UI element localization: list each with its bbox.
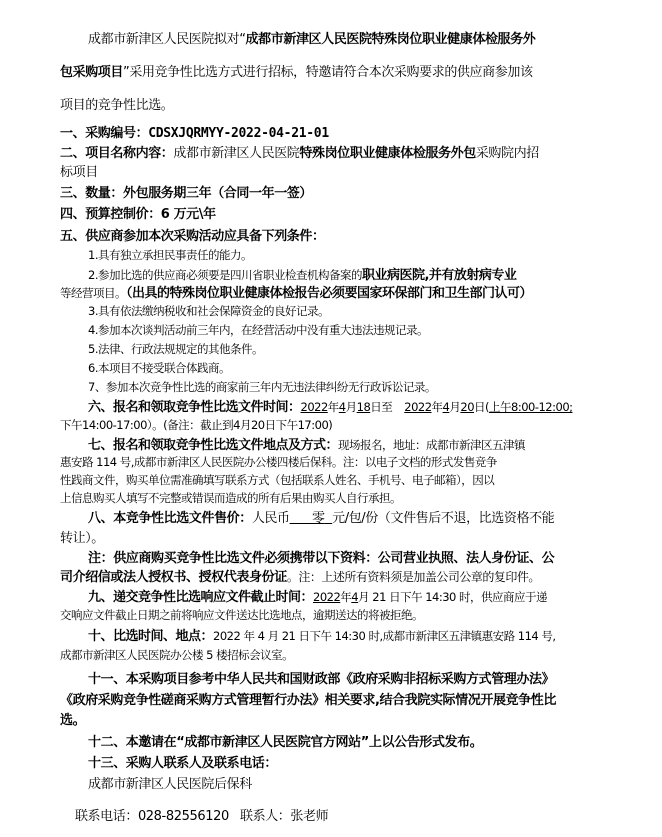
section-1-procurement-number: 一、采购编号：CDSXJQRMYY-2022-04-21-01 xyxy=(60,126,329,141)
section-10-time-place-cont: 成都市新津区人民医院办公楼 5 楼招标会议室。 xyxy=(60,648,294,662)
contact-unit: 成都市新津区人民医院后保科 xyxy=(88,777,252,792)
note-documents-line-1: 注：供应商购买竞争性比选文件必须携带以下资料：公司营业执照、法人身份证、公 xyxy=(88,551,555,566)
section-5-title: 五、供应商参加本次采购活动应具备下列条件： xyxy=(60,229,325,244)
section-3-quantity: 三、数量：外包服务期三年（合同一年一签） xyxy=(60,186,313,201)
condition-2-cont: 等经营项目。（出具的特殊岗位职业健康体检报告必须要国家环保部门和卫生部门认可） xyxy=(60,286,533,301)
note-documents-line-2: 司介绍信或法人授权书、授权代表身份证。注：上述所有资料须是加盖公司公章的复印件。 xyxy=(60,570,540,585)
section-4-budget: 四、预算控制价：6 万元\年 xyxy=(60,207,216,222)
condition-6: 6.本项目不接受联合体践商。 xyxy=(88,361,230,375)
project-title-cont: 包采购项目 xyxy=(60,65,124,80)
price-value: 零 xyxy=(312,511,325,526)
intro-line-2: 包采购项目”采用竞争性比选方式进行招标，特邀请符合本次采购要求的供应商参加该 xyxy=(60,65,533,80)
section-9-deadline-cont: 交响应文件截止日期之前将响应文件送达比选地点，逾期送达的将被拒绝。 xyxy=(60,608,423,622)
section-7-line-4: 上信息购买人填写不完整或错误而造成的所有后果由购买人自行承担。 xyxy=(60,491,401,505)
intro-line-1: 成都市新津区人民医院拟对“成都市新津区人民医院特殊岗位职业健康体检服务外 xyxy=(88,32,536,47)
condition-2: 2.参加比选的供应商必须要是四川省职业检查机构备案的职业病医院,并有放射病专业 xyxy=(88,268,517,283)
section-8-price: 八、本竞争性比选文件售价：人民币 零 元/包/份（文件售后不退，比选资格不能 xyxy=(88,511,555,526)
condition-3: 3.具有依法缴纳税收和社会保障资金的良好记录。 xyxy=(88,304,329,318)
section-11-line-2: 《政府采购竞争性磋商采购方式管理暂行办法》相关要求,结合我院实际情况开展竞争性比 xyxy=(60,693,556,708)
section-11-line-1: 十一、本采购项目参考中华人民共和国财政部《政府采购非招标采购方式管理办法》 xyxy=(88,672,555,687)
section-2-project-name-cont: 标项目 xyxy=(60,165,98,180)
section-10-time-place: 十、比选时间、地点：2022 年 4 月 21 日下午 14:30 时,成都市新津区五津镇惠安路 114 号, xyxy=(88,629,556,644)
project-title: 成都市新津区人民医院特殊岗位职业健康体检服务外 xyxy=(245,32,536,47)
section-2-project-name: 二、项目名称内容：成都市新津区人民医院特殊岗位职业健康体检服务外包采购院内招 xyxy=(60,146,539,161)
section-7-line-3: 性践商文件，购买单位需准确填写联系方式（包括联系人姓名、手机号、电子邮箱），因以 xyxy=(60,473,495,487)
condition-4: 4.参加本次谈判活动前三年内，在经营活动中没有重大违法违规记录。 xyxy=(88,323,428,337)
section-9-deadline: 九、递交竞争性比选响应文件截止时间：2022年4月 21 日下午 14:30 时，供应商应于递 xyxy=(88,590,548,605)
condition-7: 7、参加本次竞争性比选的商家前三年内无违法律纠纷无行政诉讼记录。 xyxy=(88,380,436,394)
condition-5: 5.法律、行政法规规定的其他条件。 xyxy=(88,342,263,356)
section-8-price-cont: 转让）。 xyxy=(60,531,104,546)
condition-1: 1.具有独立承担民事责任的能力。 xyxy=(88,248,252,262)
contact-phone-person: 联系电话：028-82556120 联系人：张老师 xyxy=(74,809,329,824)
section-7-registration-place: 七、报名和领取竞争性比选文件地点及方式：现场报名，地址：成都市新津区五津镇 xyxy=(88,438,526,453)
intro-line-3: 项目的竞争性比选。 xyxy=(60,98,174,113)
section-6-registration-time: 六、报名和领取竞争性比选文件时间：2022年4月18日至 2022年4月20日(上午8:00-12:00; xyxy=(88,400,573,415)
section-7-line-2: 惠安路 114 号,成都市新津区人民医院办公楼四楼后保科。注：以电子文档的形式发售竞争 xyxy=(60,455,497,469)
section-12-publication: 十二、本邀请在“成都市新津区人民医院官方网站”上以公告形式发布。 xyxy=(88,735,483,750)
section-6-registration-time-cont: 下午14:00-17:00）。(备注：截止到4月20日下午17:00) xyxy=(60,418,333,432)
section-11-line-3: 选。 xyxy=(60,713,86,728)
section-13-contact-title: 十三、采购人联系人及联系电话： xyxy=(88,756,278,771)
